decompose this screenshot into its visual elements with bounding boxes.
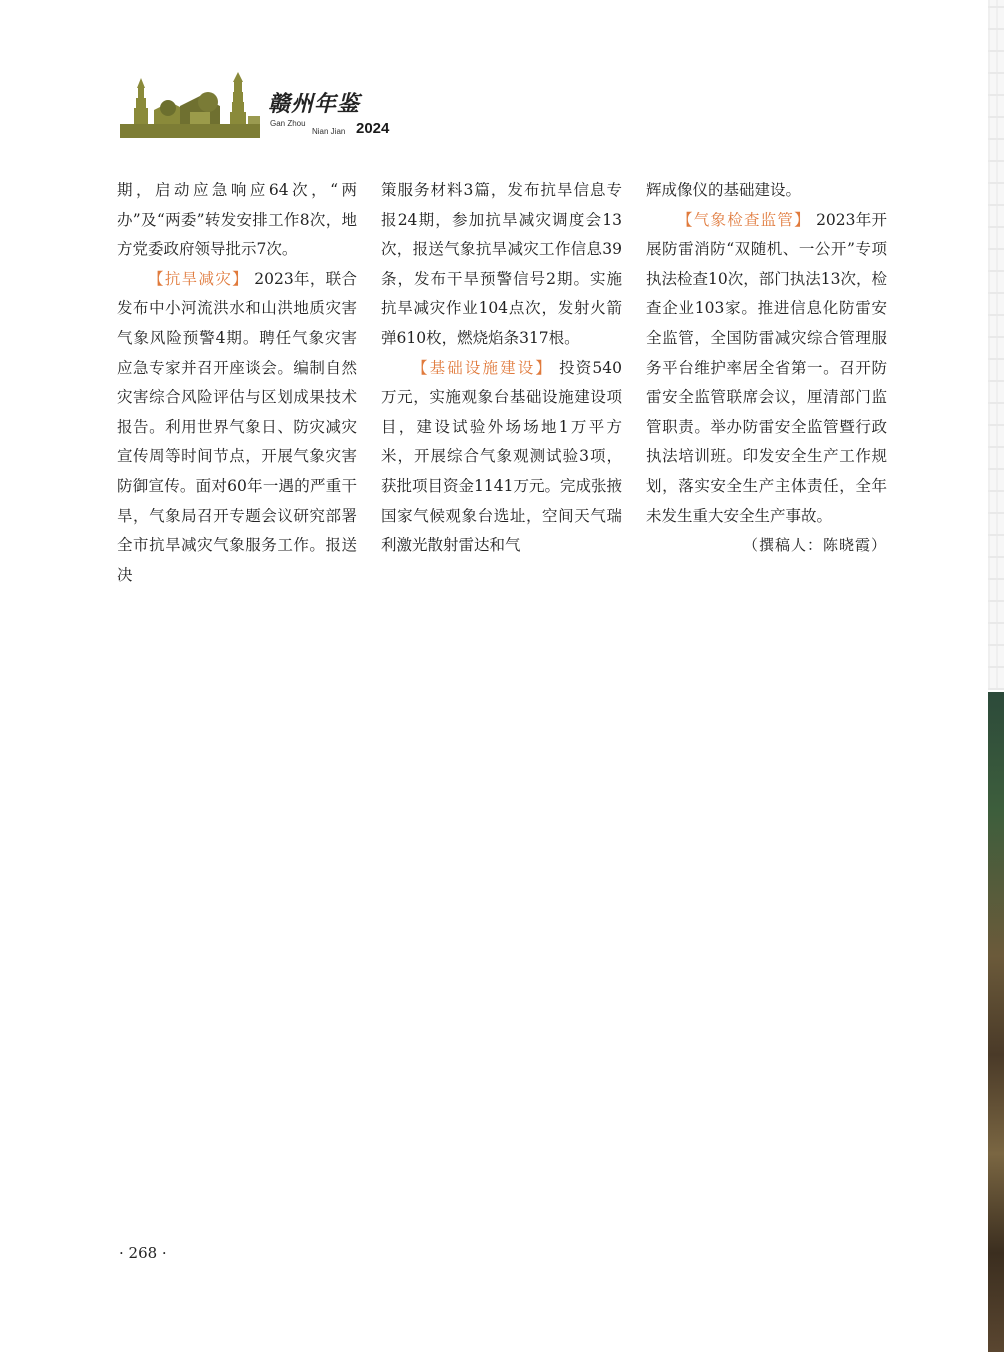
paragraph: 策服务材料3篇，发布抗旱信息专报24期，参加抗旱减灾调度会13次，报送气象抗旱减灾工作信息39条，发布干旱预警信号2期。实施抗旱减灾作业104点次，发射火箭弹610枚，燃烧焰条317根。 (381, 181, 622, 347)
header-illustration (120, 72, 260, 138)
side-decoration (988, 0, 1004, 1352)
paragraph-body: 2023年开展防雷消防“双随机、一公开”专项执法检查10次，部门执法13次，检查企业103家。推进信息化防雷安全监管，全国防雷减灾综合管理服务平台维护率居全省第一。召开防雷安全监管联席会议，厘清部门监管职责。举办防雷安全监管暨行政执法培训班。印发安全生产工作规划，落实安全生产主体责任，全年未发生重大安全生产事故。 (646, 210, 887, 525)
side-pattern (988, 0, 1004, 690)
page-number: · 268 · (119, 1244, 167, 1262)
paragraph-infrastructure (381, 354, 622, 561)
paragraph-body: 投资540万元，实施观象台基础设施建设项目，建设试验外场场地1万平方米，开展综合气象观测试验3项，获批项目资金1141万元。完成张掖国家气候观象台选址，空间天气瑞利激光散射雷达和气 (381, 358, 622, 555)
section-heading: 【抗旱减灾】 (148, 269, 249, 288)
author-credit: （撰稿人：陈晓霞） (742, 536, 887, 555)
text-column-3 (646, 176, 887, 561)
masthead-english-line2: Nian Jian (312, 127, 346, 136)
side-photo (988, 692, 1004, 1352)
masthead (268, 92, 408, 140)
masthead-english-line1: Gan Zhou (270, 119, 306, 128)
paragraph-drought-relief (117, 265, 357, 591)
section-heading: 【基础设施建设】 (412, 358, 554, 377)
text-column-1 (117, 176, 357, 590)
paragraph: 期，启动应急响应64次，“两办”及“两委”转发安排工作8次，地方党委政府领导批示7次。 (117, 181, 357, 259)
masthead-title: 赣州年鉴 (268, 91, 361, 117)
text-column-2 (381, 176, 622, 561)
masthead-year: 2024 (356, 120, 390, 137)
paragraph-body: 2023年，联合发布中小河流洪水和山洪地质灾害气象风险预警4期。聘任气象灾害应急专家并召开座谈会。编制自然灾害综合风险评估与区划成果技术报告。利用世界气象日、防灾减灾宣传周等时间节点，开展气象灾害防御宣传。面对60年一遇的严重干旱，气象局召开专题会议研究部署全市抗旱减灾气象服务工作。报送决 (117, 269, 357, 584)
paragraph-inspection-supervision (646, 206, 887, 532)
section-heading: 【气象检查监管】 (677, 210, 811, 229)
paragraph: 辉成像仪的基础建设。 (646, 181, 802, 199)
